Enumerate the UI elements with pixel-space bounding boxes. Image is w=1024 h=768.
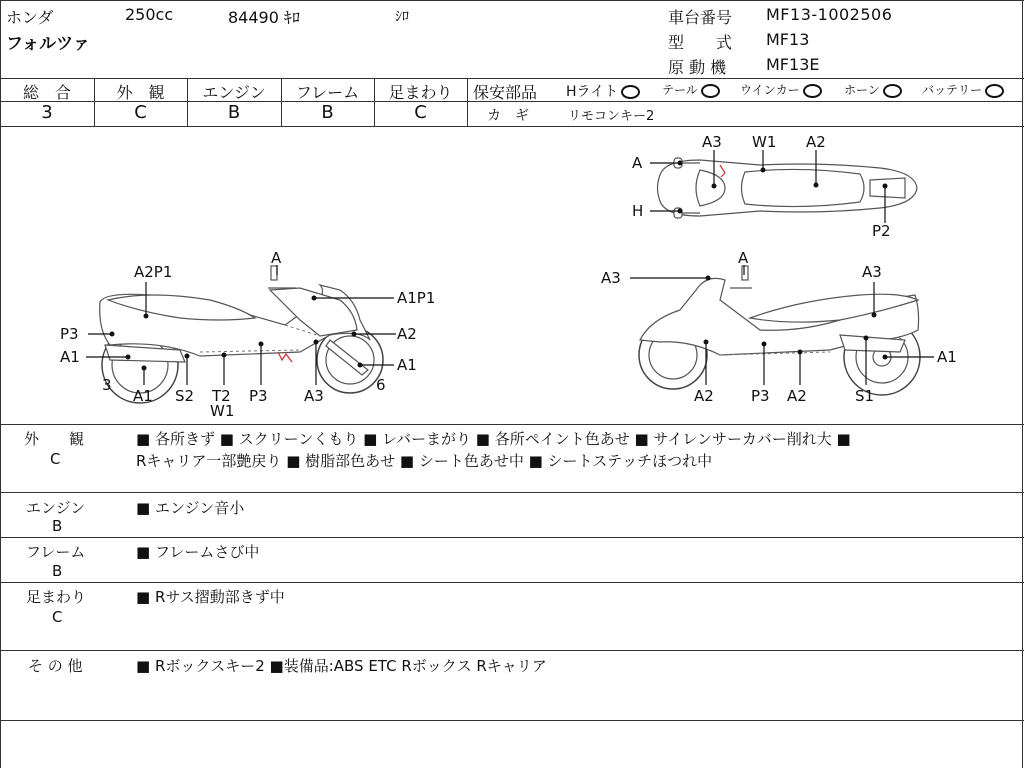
frame-no-label: 車台番号 (668, 8, 733, 27)
key-value: リモコンキー2 (568, 109, 655, 124)
top-label-h: H (632, 202, 644, 220)
remark-grade-frame: B (52, 562, 63, 580)
displacement: 250cc (125, 5, 174, 24)
engine-model-label: 原 動 機 (668, 58, 727, 77)
horn-label: ホーン (844, 83, 880, 97)
left-label-3: 3 (102, 376, 112, 394)
remark-label-engine: エンジン (26, 499, 86, 517)
top-label-a3: A3 (702, 133, 722, 151)
right-label-s1: S1 (855, 387, 875, 405)
safety-label: 保安部品 (473, 83, 538, 102)
winker-label: ウインカー (740, 83, 800, 97)
key-label: カ ギ (487, 108, 529, 124)
right-label-a3-screen: A3 (601, 269, 621, 287)
remark-divider-4 (0, 650, 1024, 651)
left-label-a1-bottom: A1 (133, 387, 153, 405)
left-label-a3: A3 (304, 387, 324, 405)
right-label-p3: P3 (751, 387, 770, 405)
remark-grade-engine: B (52, 517, 63, 535)
headlight-label: Hライト (566, 84, 619, 100)
remark-label-suspension: 足まわり (26, 588, 87, 606)
left-label-t2: T2 (212, 387, 231, 405)
diagram-bottom-divider (0, 424, 1024, 425)
remark-text-engine: ■ エンジン音小 (136, 499, 245, 517)
tail-label: テール (662, 83, 698, 97)
left-label-a2p1: A2P1 (134, 263, 173, 281)
remark-divider-3 (0, 582, 1024, 583)
remark-divider-1 (0, 492, 1024, 493)
remark-grade-exterior: C (50, 450, 61, 468)
left-label-a1-rear: A1 (60, 348, 80, 366)
remark-text-frame: ■ フレームさび中 (136, 543, 260, 561)
right-side-scooter (639, 266, 920, 395)
left-label-a1p1: A1P1 (397, 289, 436, 307)
engine-model: MF13E (766, 55, 820, 74)
grade-label-exterior: 外 観 (116, 83, 165, 102)
top-label-p2: P2 (872, 222, 891, 240)
grade-label-frame: フレーム (295, 83, 360, 102)
mileage: 84490 ｷﾛ (228, 8, 300, 27)
right-label-a2-front: A2 (694, 387, 714, 405)
top-view-scooter (658, 158, 918, 218)
battery-label: バッテリー (922, 83, 983, 97)
grade-label-engine: エンジン (202, 83, 266, 102)
left-label-a-mirror: A (271, 249, 282, 267)
remark-text-suspension: ■ Rサス摺動部きず中 (136, 588, 285, 606)
frame-no: MF13-1002506 (766, 5, 893, 24)
top-label-w1: W1 (752, 133, 777, 151)
grade-value-engine: B (227, 102, 241, 123)
right-label-a1: A1 (937, 348, 957, 366)
color: ｼﾛ (395, 9, 409, 25)
grade-value-exterior: C (134, 102, 147, 123)
remark-divider-2 (0, 537, 1024, 538)
grade-label-suspension: 足まわり (388, 83, 453, 102)
left-label-a1-front: A1 (397, 356, 417, 374)
left-label-w1: W1 (210, 402, 235, 420)
model-name: フォルツァ (6, 34, 90, 54)
type-value: MF13 (766, 30, 810, 49)
remark-text-exterior-2: Rキャリア一部艶戻り ■ 樹脂部色あせ ■ シート色あせ中 ■ シートステッチほつれ中 (136, 452, 713, 470)
grade-label-overall: 総 合 (22, 83, 71, 102)
left-label-6: 6 (376, 376, 386, 394)
right-label-a2: A2 (787, 387, 807, 405)
grade-value-suspension: C (414, 102, 427, 123)
left-side-scooter (100, 266, 383, 403)
remark-text-other: ■ Rボックスキー2 ■装備品:ABS ETC Rボックス Rキャリア (136, 657, 547, 675)
type-label: 型 式 (668, 33, 733, 52)
grade-value-overall: 3 (41, 102, 53, 123)
right-label-a3-rear: A3 (862, 263, 882, 281)
remark-label-frame: フレーム (26, 543, 86, 561)
remark-grade-suspension: C (52, 608, 63, 626)
remark-label-other: そ の 他 (28, 657, 83, 675)
grade-value-frame: B (321, 102, 334, 123)
left-label-s2: S2 (175, 387, 195, 405)
remark-text-exterior-1: ■ 各所きず ■ スクリーンくもり ■ レバーまがり ■ 各所ペイント色あせ ■ サイレンサーカバー削れ大 ■ (136, 430, 851, 448)
top-label-a: A (632, 154, 643, 172)
remark-label-exterior: 外 観 (24, 430, 85, 448)
left-label-p3: P3 (60, 325, 79, 343)
left-label-p3-bottom: P3 (249, 387, 268, 405)
remark-divider-5 (0, 720, 1024, 721)
top-label-a2: A2 (806, 133, 826, 151)
maker: ホンダ (6, 8, 54, 27)
right-label-a-mirror: A (738, 249, 749, 267)
left-label-a2: A2 (397, 325, 417, 343)
